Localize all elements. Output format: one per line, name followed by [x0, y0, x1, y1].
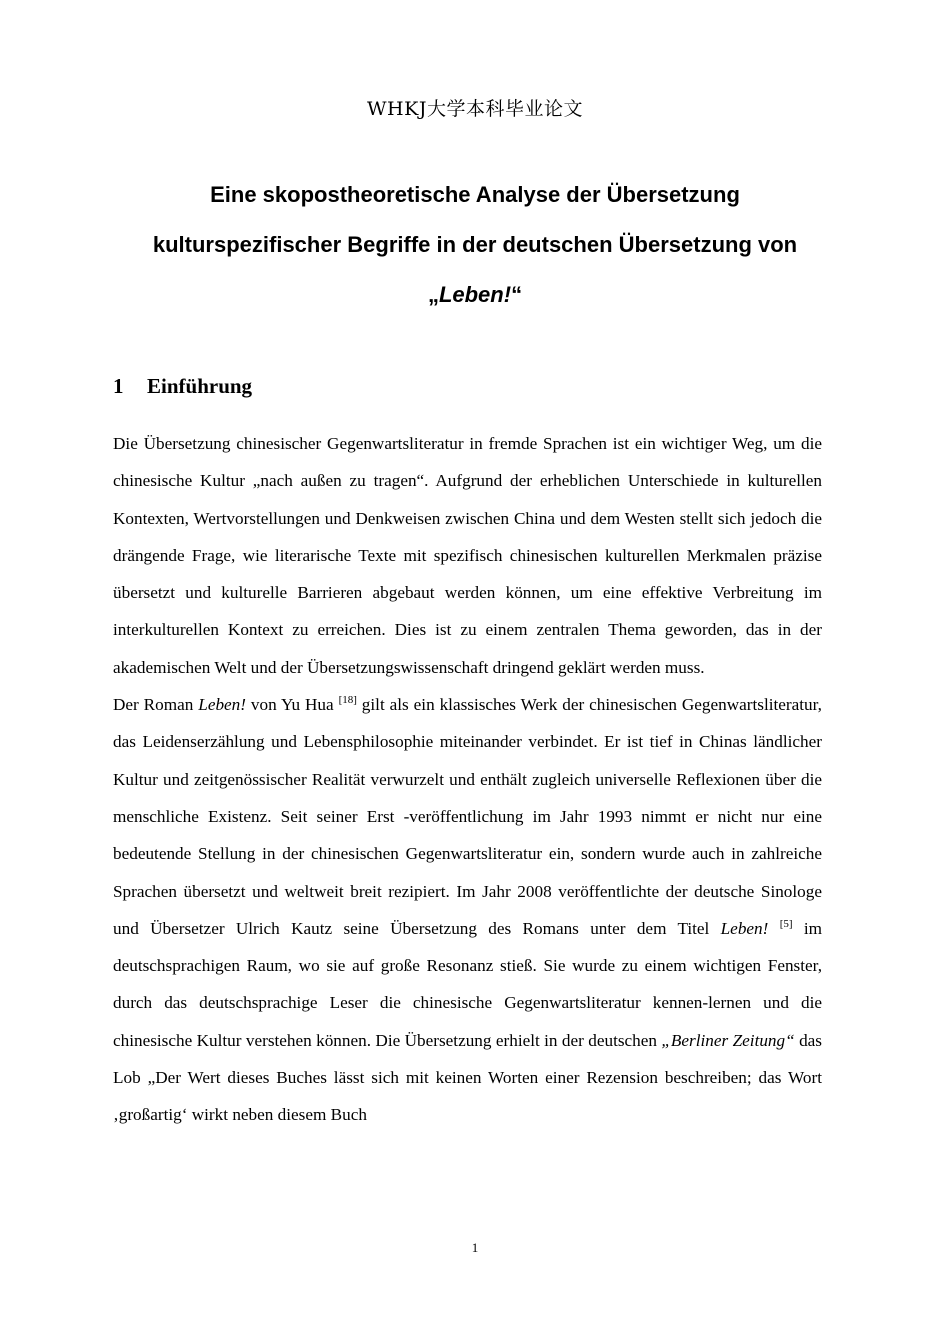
- paragraph-2: [113, 686, 822, 1134]
- title-quote-open: „: [427, 282, 439, 307]
- thesis-title: [100, 170, 850, 320]
- paragraph-1: Die Übersetzung chinesischer Gegenwartsliteratur in fremde Sprachen ist ein wichtiger Weg, um die chinesische Kultur „nach außen zu tragen“. Aufgrund der erheblichen Unterschiede in kulturellen Kontexten, Wertvorstellungen und Denkweisen zwischen China und dem Westen stellt sich jedoch die drängende Frage, wie literarische Texte mit spezifisch chinesischen kulturellen Merkmalen präzise übersetzt und kulturelle Barrieren abgebaut werden können, um eine effektive Verbreitung im interkulturellen Kontext zu erreichen. Dies ist zu einem zentralen Thema geworden, das in der akademischen Welt und der Übersetzungswissenschaft dringend geklärt werden muss.: [113, 434, 822, 677]
- title-quote-close: “: [511, 282, 523, 307]
- paragraph-2-text: Der Roman: [113, 695, 199, 715]
- work-title-italic: Leben!: [198, 695, 246, 715]
- paragraph-2-text: das Lob „Der Wert dieses Buches lässt sich mit keinen Worten einer Rezension beschreiben; das Wort ‚großartig‘ wirkt neben diesem Buch: [113, 1030, 822, 1125]
- paragraph-2-text: im deutschsprachigen Raum, wo sie auf große Resonanz stieß. Sie wurde zu einem wichtigen Fenster, durch das deutschsprachige Leser die chinesische Gegenwartsliteratur kennen-lernen und die chinesische Kultur verstehen können. Die Übersetzung erhielt in der deutschen: [113, 918, 822, 1050]
- section-heading: [113, 374, 252, 399]
- title-line-3: [100, 270, 850, 320]
- body-text: [113, 425, 822, 1134]
- paragraph-2-text: gilt als ein klassisches Werk der chinesischen Gegenwartsliteratur, das Leidenserzählung und Lebensphilosophie miteinander verbindet. Er ist tief in Chinas ländlicher Kultur und zeitgenössischer Realität verwurzelt und enthält zugleich universelle Reflexionen über die menschliche Existenz. Seit seiner Erst -veröffentlichung im Jahr 1993 nimmt er nicht nur eine bedeutende Stellung in der chinesischen Gegenwartsliteratur ein, sondern wurde auch in zahlreiche Sprachen übersetzt und weltweit breit rezipiert. Im Jahr 2008 veröffentlichte der deutsche Sinologe und Übersetzer Ulrich Kautz seine Übersetzung des Romans unter dem Titel: [113, 695, 822, 938]
- page-number: 1: [471, 1240, 479, 1255]
- paragraph-2-text: von Yu Hua: [246, 695, 339, 715]
- title-line-2: kulturspezifischer Begriffe in der deutschen Übersetzung von: [152, 232, 798, 257]
- section-title: Einführung: [147, 374, 253, 398]
- title-work-name: Leben!: [438, 282, 512, 307]
- work-title-italic: Leben!: [720, 918, 769, 938]
- newspaper-title-italic: „Berliner Zeitung“: [661, 1030, 795, 1050]
- title-line-1: Eine skopostheoretische Analyse der Übersetzung: [210, 182, 740, 207]
- citation-ref: [18]: [338, 694, 357, 707]
- citation-ref: [5]: [779, 917, 793, 930]
- section-number: 1: [113, 374, 124, 398]
- running-header: WHKJ大学本科毕业论文: [367, 98, 583, 120]
